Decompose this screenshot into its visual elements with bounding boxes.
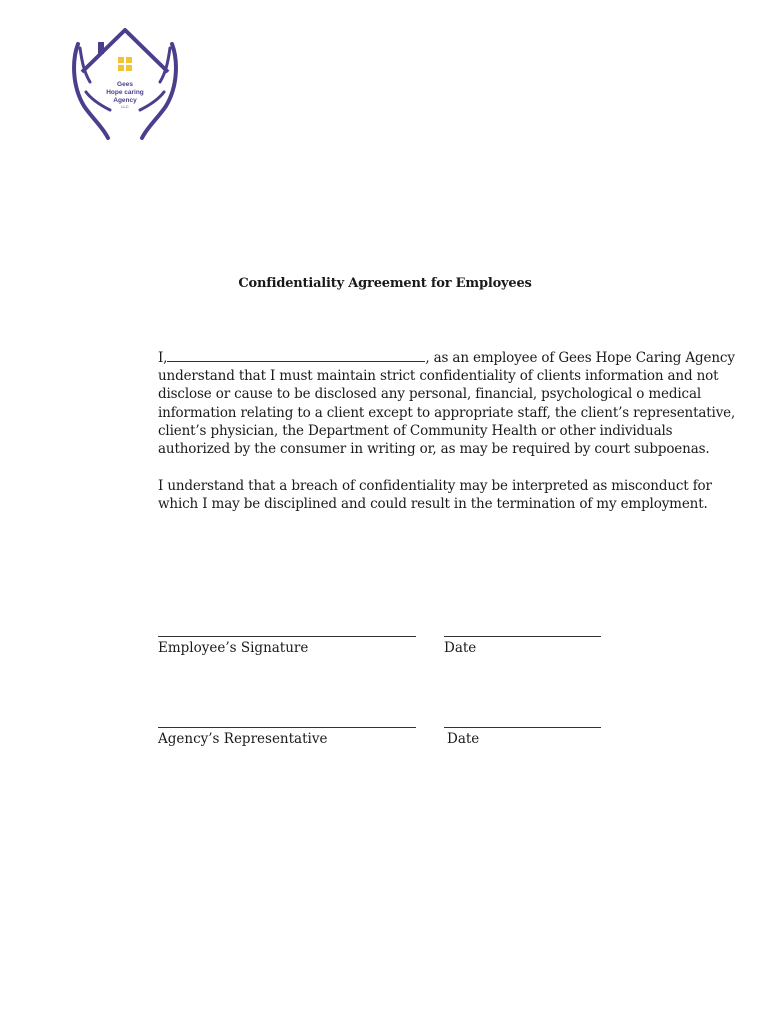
agency-date-line[interactable]: [444, 727, 601, 728]
logo-text-2: Hope caring: [106, 89, 144, 96]
paragraph-line: understand that I must maintain strict confidentiality of clients information and not: [158, 368, 719, 385]
employee-name-blank[interactable]: [167, 349, 425, 362]
paragraph-line: authorized by the consumer in writing or, as may be required by court subpoenas.: [158, 441, 710, 458]
agency-date-label: Date: [447, 731, 480, 747]
paragraph-line: [158, 349, 735, 367]
breach-paragraph: [158, 477, 718, 513]
paragraph-line: I understand that a breach of confidentiality may be interpreted as misconduct for: [158, 478, 712, 494]
logo-text-3: Agency: [113, 97, 137, 104]
agency-logo: [68, 26, 182, 142]
paragraph-line: which I may be disciplined and could result in the termination of my employment.: [158, 496, 708, 513]
logo-text-1: Gees: [117, 81, 133, 88]
agency-rep-signature-line[interactable]: [158, 727, 416, 728]
line-text: , as an employee of Gees Hope Caring Agency: [425, 350, 735, 366]
paragraph-line: disclose or cause to be disclosed any personal, financial, psychological o medical: [158, 386, 702, 403]
employee-date-line[interactable]: [444, 636, 601, 637]
employee-signature-line[interactable]: [158, 636, 416, 637]
employee-signature-label: Employee’s Signature: [158, 640, 309, 656]
document-title: Confidentiality Agreement for Employees: [238, 276, 532, 291]
paragraph-line: information relating to a client except to appropriate staff, the client’s representative,: [158, 404, 736, 421]
agency-rep-label: Agency’s Representative: [158, 731, 328, 747]
house-hands-icon: [68, 26, 182, 142]
logo-text-4: LLC: [121, 104, 129, 109]
agreement-paragraph: [158, 349, 736, 458]
prefix-text: I,: [158, 350, 168, 366]
employee-date-label: Date: [444, 640, 477, 656]
paragraph-line: client’s physician, the Department of Community Health or other individuals: [158, 422, 673, 439]
